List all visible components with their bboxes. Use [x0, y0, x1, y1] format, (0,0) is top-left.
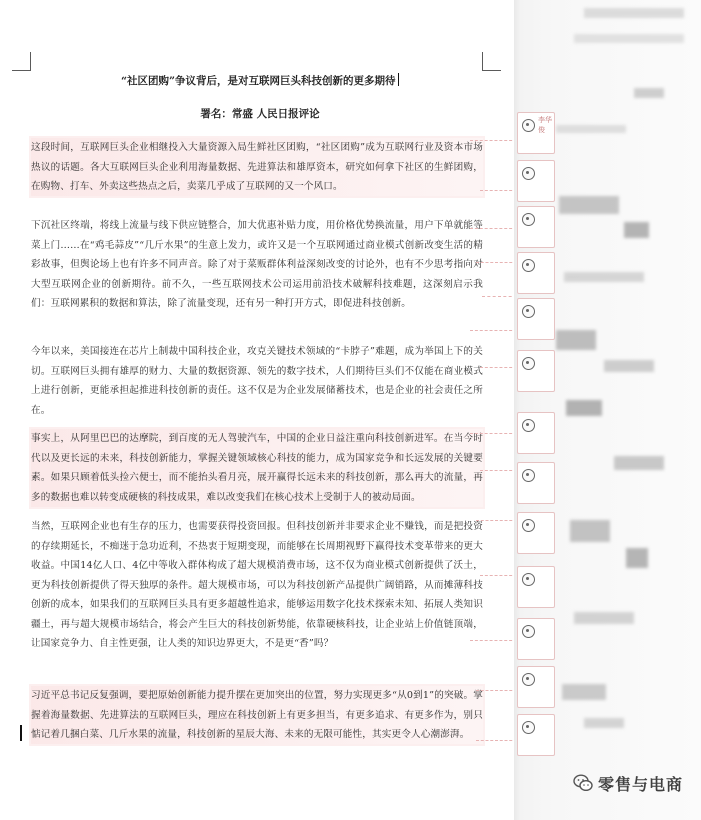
blurred-comment-text — [634, 88, 664, 98]
comment-connector — [480, 575, 517, 576]
reviewer-avatar-icon — [522, 259, 535, 272]
blurred-comment-text — [556, 125, 626, 133]
comment-card[interactable] — [517, 666, 555, 708]
blurred-comment-text — [566, 400, 602, 416]
comment-connector — [470, 140, 517, 141]
text-cursor-left — [20, 725, 22, 741]
comment-connector — [470, 433, 517, 434]
crop-mark-top-left — [12, 52, 31, 71]
reviewer-avatar-icon — [522, 213, 535, 226]
blurred-comment-text — [604, 360, 654, 372]
paragraph-5[interactable]: 当然，互联网企业也有生存的压力，也需要获得投资回报。但科技创新并非要求企业不赚钱，而是把投资的存续期延长，不痴迷于急功近利，不热衷于短期变现，而能够在长周期视野下赢得技术变革带来的更大收益。中国14亿人口、4亿中等收入群体构成了超大规模消费市场，这不仅为商业模式创新提供了沃土，更为科技创新提供了得天独厚的条件。超大规模市场，可以为科技创新产品提供广阔销路，从而摊薄科技创新的成本，如果我们的互联网巨头具有更多超越性追求，能够运用数字化技术探索未知、拓展人类知识疆土，再与超大规模市场结合，将会产生巨大的科技创新势能，依靠硬核科技，让企业站上价值链顶端，让国家竞争力、自主性更强，让人类的知识边界更大，不是更“香”吗？ — [31, 521, 483, 649]
comment-card[interactable] — [517, 566, 555, 608]
reviewer-avatar-icon — [522, 721, 535, 734]
reviewer-avatar-icon — [522, 469, 535, 482]
comment-card[interactable] — [517, 252, 555, 294]
blurred-comment-text — [584, 8, 684, 18]
comment-card[interactable] — [517, 714, 555, 756]
paragraph-3[interactable]: 今年以来，美国接连在芯片上制裁中国科技企业，攻克关键技术领域的“卡脖子”难题，成为举国上下的关切。互联网巨头拥有雄厚的财力、大量的数据资源、领先的数字技术，人们期待巨头们不仅能在商业模式上进行创新，更能承担起推进科技创新的责任。这不仅是为企业发展储蓄技术，也是企业的社会责任之所在。 — [31, 346, 483, 416]
comment-card[interactable] — [517, 512, 555, 554]
blurred-comment-text — [584, 718, 624, 728]
comment-connector — [476, 690, 517, 691]
watermark — [573, 768, 683, 798]
paragraph-2[interactable]: 下沉社区终端，将线上流量与线下供应链整合，加大优惠补贴力度，用价格优势换流量，用户下单就能等菜上门……在“鸡毛蒜皮”“几斤水果”的生意上发力，或许又是一个互联网通过商业模式创新改变生活的精彩故事，但舆论场上也有许多不同声音。除了对于菜贩群体利益深刻改变的讨论外，也有不少思考指向对大型互联网企业的创新期待。前不久，一些互联网技术公司运用前沿技术破解科技难题，这深刻启示我们：互联网累积的数据和算法，除了流量变现，还有另一种打开方式，即促进科技创新。 — [31, 220, 483, 309]
comment-connector — [470, 330, 517, 331]
comment-connector — [480, 190, 517, 191]
comment-card[interactable] — [517, 112, 555, 154]
blurred-comment-text — [574, 612, 634, 624]
blurred-comment-text — [559, 196, 619, 214]
crop-mark-top-right — [482, 52, 501, 71]
comment-card[interactable] — [517, 160, 555, 202]
comment-card[interactable] — [517, 350, 555, 392]
reviewer-avatar-icon — [522, 573, 535, 586]
document-byline[interactable]: 署名：常盛 人民日报评论 — [200, 108, 320, 120]
comment-connector — [470, 640, 517, 641]
reviewer-avatar-icon — [522, 419, 535, 432]
document-title[interactable]: “社区团购”争议背后，是对互联网巨头科技创新的更多期待 — [40, 73, 480, 88]
comment-card[interactable] — [517, 618, 555, 660]
paragraph-1[interactable]: 这段时间，互联网巨头企业相继投入大量资源入局生鲜社区团购，“社区团购”成为互联网行业及资本市场热议的话题。各大互联网巨头企业利用海量数据、先进算法和雄厚资本，研究如何拿下社区的生鲜团购，在购物、打车、外卖这些热点之后，卖菜几乎成了互联网的又一个风口。 — [31, 138, 483, 196]
comment-connector — [482, 296, 517, 297]
reviewer-avatar-icon — [522, 357, 535, 370]
comment-card[interactable] — [517, 462, 555, 504]
blurred-comment-text — [564, 272, 644, 282]
comment-connector — [476, 520, 517, 521]
reviewer-avatar-icon — [522, 167, 535, 180]
comment-connector — [476, 262, 517, 263]
wechat-icon — [573, 773, 593, 793]
blurred-comment-text — [562, 684, 606, 700]
reviewer-avatar-icon — [522, 519, 535, 532]
paragraph-4[interactable]: 事实上，从阿里巴巴的达摩院，到百度的无人驾驶汽车，中国的企业日益注重向科技创新进军。在当今时代以及更长远的未来，科技创新能力，掌握关键领域核心科技的能力，成为国家竞争和长远发展的关键要素。如果只顾着低头捡六便士，而不能抬头看月亮，展开赢得长远未来的科技创新，那么再大的流量，再多的数据也难以转变成硬核的科技成果，难以改变我们在核心技术上受制于人的被动局面。 — [31, 429, 483, 507]
blurred-comment-text — [556, 330, 596, 350]
comment-connector — [480, 470, 517, 471]
comment-connector — [480, 367, 517, 368]
watermark-text: 零售与电商 — [598, 774, 684, 794]
comment-connector — [476, 740, 517, 741]
comment-card[interactable] — [517, 412, 555, 454]
reviewer-avatar-icon — [522, 673, 535, 686]
reviewer-avatar-icon — [522, 625, 535, 638]
comment-card[interactable] — [517, 206, 555, 248]
comment-connector — [470, 228, 517, 229]
reviewer-avatar-icon — [522, 305, 535, 318]
blurred-comment-text — [626, 548, 648, 568]
reviewer-avatar-icon — [522, 119, 535, 132]
text-cursor — [398, 73, 400, 86]
blurred-comment-text — [614, 456, 664, 470]
reviewer-name: 李华俊 — [538, 116, 552, 134]
blurred-comment-text — [574, 34, 684, 43]
paragraph-6[interactable]: 习近平总书记反复强调，要把原始创新能力提升摆在更加突出的位置，努力实现更多“从0到1”的突破。掌握着海量数据、先进算法的互联网巨头，理应在科技创新上有更多担当，有更多追求、有更多作为，别只惦记着几捆白菜、几斤水果的流量，科技创新的星辰大海、未来的无限可能性，其实更令人心潮澎湃。 — [31, 686, 483, 744]
blurred-comment-text — [570, 520, 610, 542]
blurred-comment-text — [624, 222, 649, 238]
comment-card[interactable] — [517, 298, 555, 340]
